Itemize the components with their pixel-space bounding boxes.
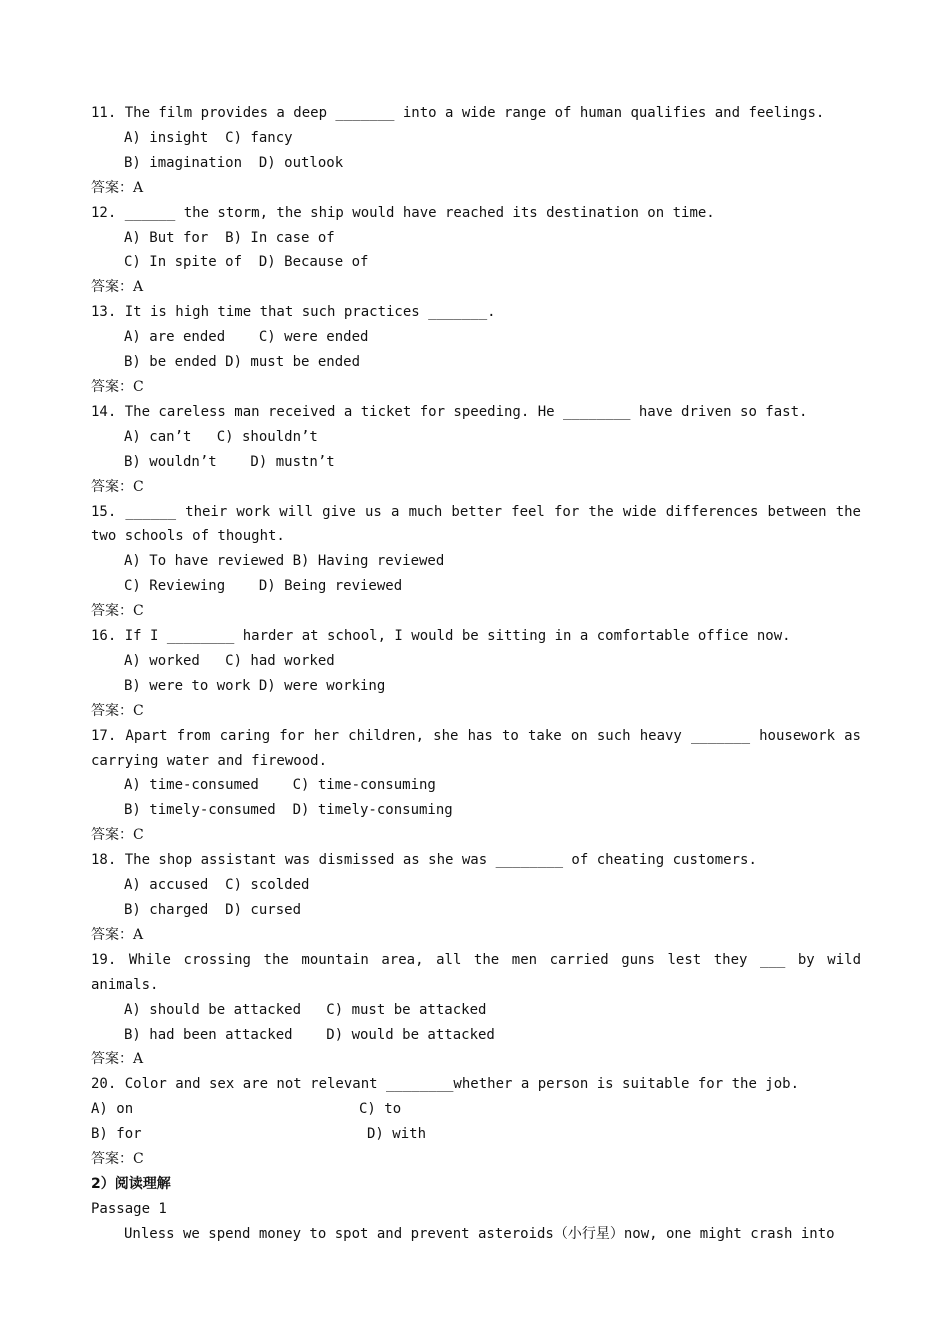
option-line: B) be ended D) must be ended [124,354,361,371]
option-line: B) charged D) cursed [124,902,302,918]
option-line: A) should be attacked C) must be attacked [124,1001,487,1018]
document-page [91,101,861,1247]
option-line: B) imagination D) outlook [124,154,344,171]
question-11 [91,101,861,201]
option-line: B) were to work D) were working [124,677,386,694]
answer-line: 答案：C [91,1151,144,1168]
question-14 [91,400,861,500]
question-stem: 14. The careless man received a ticket for speeding. He ________ have driven so fast. [91,403,808,420]
answer-line: 答案：C [91,478,144,495]
answer-line: 答案：C [91,603,144,620]
option-line: A) To have reviewed B) Having reviewed [124,553,445,570]
option-line: C) In spite of D) Because of [124,254,369,271]
answer-line: 答案：C [91,378,144,395]
passage-title: Passage 1 [91,1200,167,1217]
question-stem: 17. Apart from caring for her children, she has to take on such heavy _______ housework as carrying water and firewood. [91,727,861,769]
question-18 [91,848,861,948]
answer-line: 答案：C [91,702,144,719]
question-15 [91,500,861,625]
question-20 [91,1072,861,1172]
option-line: B) wouldn’t D) mustn’t [124,453,335,470]
option-row [91,1097,861,1122]
answer-line: 答案：A [91,179,144,196]
option-line: A) time-consumed C) time-consuming [124,777,436,794]
option-line: B) had been attacked D) would be attacked [124,1026,495,1043]
option-line: A) accused C) scolded [124,877,310,894]
answer-line: 答案：A [91,926,144,943]
question-13 [91,300,861,400]
option-line: A) worked C) had worked [124,652,335,669]
option-b: B) for [91,1126,142,1143]
question-stem: 16. If I ________ harder at school, I would be sitting in a comfortable office now. [91,628,791,645]
option-c: C) to [359,1101,402,1118]
option-line: B) timely-consumed D) timely-consuming [124,802,453,819]
question-stem: 11. The film provides a deep _______ into a wide range of human qualifies and feelings. [91,105,825,121]
answer-line: 答案：C [91,827,144,844]
question-stem: 12. ______ the storm, the ship would have reached its destination on time. [91,204,715,221]
question-16 [91,624,861,724]
option-row [91,1122,861,1147]
question-stem: 15. ______ their work will give us a much better feel for the wide differences between the two schools of thought. [91,503,861,545]
option-line: A) But for B) In case of [124,229,335,246]
option-line: C) Reviewing D) Being reviewed [124,578,403,595]
option-line: A) are ended C) were ended [124,329,369,346]
option-line: A) insight C) fancy [124,129,293,146]
question-stem: 13. It is high time that such practices _______. [91,304,496,321]
option-line: A) can’t C) shouldn’t [124,428,318,445]
question-stem: 18. The shop assistant was dismissed as she was ________ of cheating customers. [91,852,757,869]
question-stem: 19. While crossing the mountain area, all the men carried guns lest they ___ by wild animals. [91,951,861,993]
question-17 [91,724,861,849]
answer-line: 答案：A [91,279,144,296]
question-19 [91,948,861,1073]
answer-line: 答案：A [91,1051,144,1068]
passage-text: Unless we spend money to spot and prevent asteroids（小行星）now, one might crash into [124,1225,835,1242]
option-d: D) with [367,1126,427,1143]
option-a: A) on [91,1101,134,1118]
question-stem: 20. Color and sex are not relevant ________whether a person is suitable for the job. [91,1076,800,1093]
section-heading: 2）阅读理解 [91,1175,171,1192]
question-12 [91,201,861,301]
